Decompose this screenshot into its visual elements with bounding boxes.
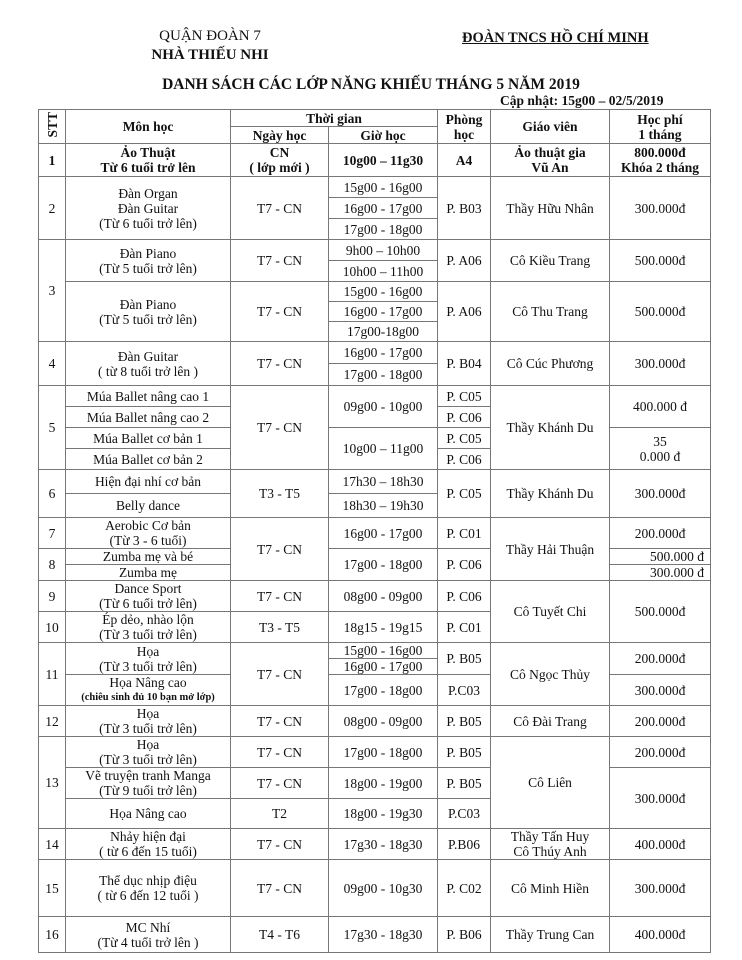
hour-cell: 10h00 – 11h00 [329, 261, 438, 282]
table-row [39, 177, 711, 198]
room-cell: P.C03 [438, 799, 491, 829]
subject-cell: Họa (Từ 3 tuổi trở lên) [66, 737, 231, 768]
fee-cell: 300.000đ [610, 342, 711, 386]
fee-cell: 300.000đ [610, 768, 711, 829]
subject-cell: Múa Ballet cơ bản 2 [66, 449, 231, 470]
table-row [39, 581, 711, 612]
hour-cell: 16g00 - 17g00 [329, 659, 438, 675]
teacher-cell: Thầy Hải Thuận [491, 518, 610, 581]
room-cell: P. C06 [438, 549, 491, 581]
hour-cell: 15g00 - 16g00 [329, 177, 438, 198]
fee-cell: 300.000đ [610, 177, 711, 240]
header-row-1 [39, 110, 711, 127]
stt-cell: 1 [39, 144, 66, 177]
table-row [39, 706, 711, 737]
teacher-cell: Cô Đài Trang [491, 706, 610, 737]
hour-cell: 17g00 - 18g00 [329, 549, 438, 581]
subject-cell: Hiện đại nhí cơ bản [66, 470, 231, 494]
subject-cell: Dance Sport (Từ 6 tuổi trở lên) [66, 581, 231, 612]
stt-cell: 13 [39, 737, 66, 829]
hour-cell: 08g00 - 09g00 [329, 706, 438, 737]
stt-cell: 11 [39, 643, 66, 706]
hour-cell: 18h30 – 19h30 [329, 494, 438, 518]
hour-cell: 17g00 - 18g00 [329, 737, 438, 768]
room-cell: P. C06 [438, 449, 491, 470]
stt-cell: 2 [39, 177, 66, 240]
fee-cell: 500.000đ [610, 581, 711, 643]
hour-cell: 18g00 - 19g00 [329, 768, 438, 799]
fee-cell: 300.000 đ [610, 565, 711, 581]
col-hour-header: Giờ học [329, 127, 438, 144]
hour-cell: 16g00 - 17g00 [329, 198, 438, 219]
hour-cell: 09g00 - 10g30 [329, 860, 438, 917]
fee-cell: 300.000đ [610, 675, 711, 706]
subject-cell: Vẽ truyện tranh Manga (Từ 9 tuổi trở lên) [66, 768, 231, 799]
hour-cell: 15g00 - 16g00 [329, 643, 438, 659]
fee-cell: 400.000đ [610, 829, 711, 860]
stt-cell: 12 [39, 706, 66, 737]
teacher-cell: Thầy Trung Can [491, 917, 610, 953]
room-cell: P. B06 [438, 917, 491, 953]
teacher-cell: Thầy Hữu Nhân [491, 177, 610, 240]
subject-cell: Ép dẻo, nhào lộn (Từ 3 tuổi trở lên) [66, 612, 231, 643]
stt-cell: 9 [39, 581, 66, 612]
fee-cell: 35 0.000 đ [610, 428, 711, 470]
fee-cell: 500.000đ [610, 240, 711, 282]
hour-cell: 9h00 – 10h00 [329, 240, 438, 261]
fee-cell: 200.000đ [610, 643, 711, 675]
subject-cell: Đàn Organ Đàn Guitar (Từ 6 tuổi trở lên) [66, 177, 231, 240]
stt-cell: 3 [39, 240, 66, 342]
room-cell: P.C03 [438, 675, 491, 706]
fee-cell: 300.000đ [610, 470, 711, 518]
room-cell: P. B04 [438, 342, 491, 386]
day-cell: T7 - CN [231, 581, 329, 612]
room-cell: P. B05 [438, 768, 491, 799]
day-cell: T7 - CN [231, 240, 329, 282]
hour-cell: 16g00 - 17g00 [329, 342, 438, 364]
class-schedule-table [38, 109, 711, 953]
room-cell: P. C01 [438, 612, 491, 643]
teacher-cell: Cô Ngọc Thủy [491, 643, 610, 706]
teacher-cell: Cô Minh Hiền [491, 860, 610, 917]
room-cell: P. B05 [438, 737, 491, 768]
subject-cell: Đàn Piano (Từ 5 tuổi trở lên) [66, 282, 231, 342]
stt-cell: 16 [39, 917, 66, 953]
table-row [39, 518, 711, 549]
day-cell: T4 - T6 [231, 917, 329, 953]
table-row [39, 829, 711, 860]
hour-cell: 17h30 – 18h30 [329, 470, 438, 494]
subject-cell: Múa Ballet nâng cao 1 [66, 386, 231, 407]
table-row [39, 386, 711, 407]
teacher-cell: Cô Thu Trang [491, 282, 610, 342]
fee-cell: 800.000đ Khóa 2 tháng [610, 144, 711, 177]
stt-cell: 4 [39, 342, 66, 386]
day-cell: T7 - CN [231, 860, 329, 917]
subject-cell: Họa Nâng cao [66, 799, 231, 829]
hour-cell: 15g00 - 16g00 [329, 282, 438, 302]
teacher-cell: Thầy Khánh Du [491, 470, 610, 518]
teacher-cell: Cô Tuyết Chi [491, 581, 610, 643]
table-row [39, 240, 711, 261]
room-cell: P. C02 [438, 860, 491, 917]
room-cell: P. C01 [438, 518, 491, 549]
room-cell: P. C06 [438, 581, 491, 612]
day-cell: T7 - CN [231, 768, 329, 799]
hour-cell: 17g00-18g00 [329, 322, 438, 342]
stt-cell: 14 [39, 829, 66, 860]
subject-cell: Nhảy hiện đại ( từ 6 đến 15 tuổi) [66, 829, 231, 860]
room-cell: P. B03 [438, 177, 491, 240]
day-cell: T7 - CN [231, 386, 329, 470]
col-stt-header: STT [39, 110, 66, 144]
childrens-house-label: NHÀ THIẾU NHI [151, 47, 269, 63]
subject-cell: Múa Ballet nâng cao 2 [66, 407, 231, 428]
hour-cell: 10g00 – 11g00 [329, 428, 438, 470]
table-row [39, 737, 711, 768]
room-cell: P. C05 [438, 386, 491, 407]
table-row [39, 768, 711, 799]
day-cell: T7 - CN [231, 737, 329, 768]
table-row [39, 342, 711, 364]
room-cell: P. C06 [438, 407, 491, 428]
col-day-header: Ngày học [231, 127, 329, 144]
hour-cell: 10g00 – 11g30 [329, 144, 438, 177]
col-time-header: Thời gian [231, 110, 438, 127]
subject-cell: Họa (Từ 3 tuổi trở lên) [66, 643, 231, 675]
col-subject-header: Môn học [66, 110, 231, 144]
stt-cell: 6 [39, 470, 66, 518]
room-cell: P.B06 [438, 829, 491, 860]
table-row [39, 470, 711, 494]
hour-cell: 18g15 - 19g15 [329, 612, 438, 643]
day-cell: T7 - CN [231, 706, 329, 737]
fee-cell: 500.000đ [610, 282, 711, 342]
teacher-cell: Ảo thuật gia Vũ An [491, 144, 610, 177]
day-cell: T3 - T5 [231, 612, 329, 643]
table-row [39, 144, 711, 177]
subject-cell: Đàn Piano (Từ 5 tuổi trở lên) [66, 240, 231, 282]
stt-cell: 15 [39, 860, 66, 917]
day-cell: T7 - CN [231, 829, 329, 860]
hour-cell: 17g00 - 18g00 [329, 675, 438, 706]
table-row [39, 860, 711, 917]
teacher-cell: Cô Kiều Trang [491, 240, 610, 282]
stt-cell: 7 [39, 518, 66, 549]
day-cell: T2 [231, 799, 329, 829]
subject-cell: Họa (Từ 3 tuổi trở lên) [66, 706, 231, 737]
fee-cell: 400.000 đ [610, 386, 711, 428]
subject-cell: Zumba mẹ và bé [66, 549, 231, 565]
hour-cell: 16g00 - 17g00 [329, 518, 438, 549]
col-teacher-header: Giáo viên [491, 110, 610, 144]
hour-cell: 09g00 - 10g00 [329, 386, 438, 428]
teacher-cell: Cô Liên [491, 737, 610, 829]
subject-cell: Belly dance [66, 494, 231, 518]
teacher-cell: Thầy Tấn Huy Cô Thúy Anh [491, 829, 610, 860]
room-cell: P. B05 [438, 706, 491, 737]
subject-cell: Họa Nâng cao (chiêu sinh đủ 10 bạn mở lớp) [66, 675, 231, 706]
table-row [39, 282, 711, 302]
subject-cell: Zumba mẹ [66, 565, 231, 581]
day-cell: T7 - CN [231, 342, 329, 386]
day-cell: T7 - CN [231, 177, 329, 240]
fee-cell: 300.000đ [610, 860, 711, 917]
room-cell: A4 [438, 144, 491, 177]
table-row [39, 428, 711, 449]
stt-cell: 10 [39, 612, 66, 643]
org-header-right: ĐOÀN TNCS HỒ CHÍ MINH [462, 30, 649, 46]
day-cell: CN ( lớp mới ) [231, 144, 329, 177]
hour-cell: 18g00 - 19g30 [329, 799, 438, 829]
day-cell: T7 - CN [231, 518, 329, 581]
fee-cell: 500.000 đ [610, 549, 711, 565]
col-room-header: Phòng học [438, 110, 491, 144]
hour-cell: 08g00 - 09g00 [329, 581, 438, 612]
subject-cell: Thể dục nhịp điệu ( từ 6 đến 12 tuổi ) [66, 860, 231, 917]
stt-cell: 8 [39, 549, 66, 581]
updated-timestamp: Cập nhật: 15g00 – 02/5/2019 [500, 93, 664, 108]
room-cell: P. A06 [438, 240, 491, 282]
subject-cell: Múa Ballet cơ bản 1 [66, 428, 231, 449]
day-cell: T7 - CN [231, 643, 329, 706]
hour-cell: 17g30 - 18g30 [329, 917, 438, 953]
table-row [39, 675, 711, 706]
subject-cell: Ảo Thuật Từ 6 tuổi trở lên [66, 144, 231, 177]
teacher-cell: Cô Cúc Phương [491, 342, 610, 386]
table-row [39, 549, 711, 565]
room-cell: P. A06 [438, 282, 491, 342]
stt-cell: 5 [39, 386, 66, 470]
subject-cell: Đàn Guitar ( từ 8 tuổi trở lên ) [66, 342, 231, 386]
subject-cell: Aerobic Cơ bản (Từ 3 - 6 tuổi) [66, 518, 231, 549]
district-union-label: QUẬN ĐOÀN 7 [159, 28, 261, 44]
fee-cell: 200.000đ [610, 706, 711, 737]
fee-cell: 200.000đ [610, 518, 711, 549]
col-fee-header: Học phí 1 tháng [610, 110, 711, 144]
hour-cell: 17g00 - 18g00 [329, 364, 438, 386]
table-row [39, 643, 711, 659]
hour-cell: 17g30 - 18g30 [329, 829, 438, 860]
fee-cell: 400.000đ [610, 917, 711, 953]
room-cell: P. C05 [438, 470, 491, 518]
room-cell: P. C05 [438, 428, 491, 449]
room-cell: P. B05 [438, 643, 491, 675]
org-header-left [130, 27, 290, 65]
fee-cell: 200.000đ [610, 737, 711, 768]
day-cell: T3 - T5 [231, 470, 329, 518]
hour-cell: 17g00 - 18g00 [329, 219, 438, 240]
teacher-cell: Thầy Khánh Du [491, 386, 610, 470]
page-title: DANH SÁCH CÁC LỚP NĂNG KHIẾU THÁNG 5 NĂM 2019 [162, 76, 580, 93]
subject-cell: MC Nhí (Từ 4 tuổi trở lên ) [66, 917, 231, 953]
day-cell: T7 - CN [231, 282, 329, 342]
hour-cell: 16g00 - 17g00 [329, 302, 438, 322]
table-row [39, 917, 711, 953]
